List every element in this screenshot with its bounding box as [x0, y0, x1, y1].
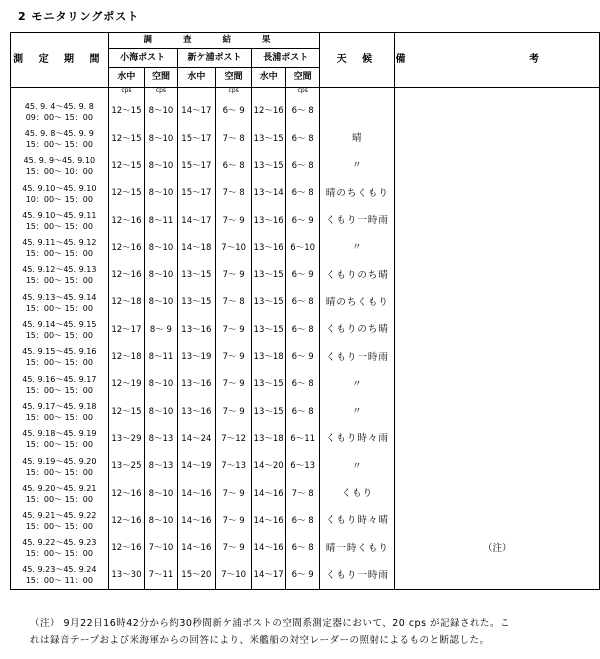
reading-cell: 7～ 8 — [216, 125, 252, 152]
reading-cell: 14～16 — [252, 535, 286, 562]
reading-cell: 12～19 — [108, 371, 145, 398]
reading-cell: 13～30 — [108, 562, 145, 589]
period-cell — [11, 453, 109, 480]
reading-cell: 14～17 — [252, 562, 286, 589]
period-dates: 45. 9.14～45. 9.15 — [22, 320, 97, 330]
period-dates: 45. 9.15～45. 9.16 — [22, 347, 97, 357]
reading-cell: 6～ 8 — [286, 98, 320, 125]
period-cell — [11, 289, 109, 316]
reading-cell: 8～10 — [145, 98, 177, 125]
weather-cell: 晴一時くもり — [320, 535, 395, 562]
reading-cell: 13～16 — [177, 371, 215, 398]
reading-cell: 7～10 — [216, 234, 252, 261]
reading-cell: 6～10 — [286, 234, 320, 261]
period-dates: 45. 9.20～45. 9.21 — [22, 483, 97, 493]
reading-cell: 13～19 — [177, 344, 215, 371]
sub-header-water: 水中 — [252, 68, 286, 88]
period-cell — [11, 344, 109, 371]
period-times: 15：00～ 15：00 — [25, 467, 93, 477]
reading-cell: 7～ 8 — [286, 480, 320, 507]
period-dates: 45. 9.12～45. 9.13 — [22, 265, 97, 275]
table-row — [11, 426, 600, 453]
weather-cell: くもり — [320, 480, 395, 507]
reading-cell: 8～10 — [145, 507, 177, 534]
reading-cell: 7～ 8 — [216, 289, 252, 316]
remarks-cell — [395, 153, 600, 180]
reading-cell: 14～24 — [177, 426, 215, 453]
remarks-cell — [395, 234, 600, 261]
period-cell — [11, 153, 109, 180]
reading-cell: 13～18 — [252, 426, 286, 453]
sub-header-air: 空間 — [145, 68, 177, 88]
reading-cell: 12～15 — [108, 398, 145, 425]
remarks-cell — [395, 180, 600, 207]
table-row — [11, 562, 600, 589]
period-dates: 45. 9.13～45. 9.14 — [22, 292, 97, 302]
period-times: 15：00～ 15：00 — [25, 331, 93, 341]
remarks-cell — [395, 371, 600, 398]
period-times: 15：00～ 15：00 — [25, 494, 93, 504]
table-row — [11, 180, 600, 207]
reading-cell: 6～ 8 — [286, 398, 320, 425]
remarks-cell: （注） — [395, 535, 600, 562]
reading-cell: 7～13 — [216, 453, 252, 480]
reading-cell: 6～ 8 — [286, 153, 320, 180]
col-survey-header: 調 査 結 果 — [108, 33, 320, 49]
reading-cell: 13～15 — [252, 289, 286, 316]
period-times: 09：00～ 15：00 — [25, 112, 93, 122]
reading-cell: 6～ 8 — [286, 535, 320, 562]
reading-cell: 7～ 9 — [216, 207, 252, 234]
reading-cell: 6～ 8 — [286, 289, 320, 316]
unit-label — [177, 88, 215, 99]
reading-cell: 7～ 9 — [216, 371, 252, 398]
weather-cell: 〃 — [320, 453, 395, 480]
reading-cell: 6～ 8 — [286, 507, 320, 534]
reading-cell: 13～16 — [177, 316, 215, 343]
period-dates: 45. 9.17～45. 9.18 — [22, 401, 97, 411]
period-dates: 45. 9. 8～45. 9. 9 — [24, 128, 94, 138]
period-cell — [11, 316, 109, 343]
sub-header-air: 空間 — [286, 68, 320, 88]
unit-label: cps — [145, 88, 177, 99]
reading-cell: 7～ 9 — [216, 262, 252, 289]
table-row — [11, 153, 600, 180]
reading-cell: 6～ 8 — [286, 371, 320, 398]
remarks-cell — [395, 507, 600, 534]
remarks-cell — [395, 316, 600, 343]
period-cell — [11, 234, 109, 261]
reading-cell: 13～18 — [252, 344, 286, 371]
period-dates: 45. 9.23～45. 9.24 — [22, 565, 97, 575]
reading-cell: 14～16 — [177, 480, 215, 507]
period-dates: 45. 9.10～45. 9.10 — [22, 183, 97, 193]
reading-cell: 6～ 9 — [216, 98, 252, 125]
reading-cell: 12～15 — [108, 180, 145, 207]
unit-label — [252, 88, 286, 99]
reading-cell: 7～ 9 — [216, 535, 252, 562]
period-dates: 45. 9.21～45. 9.22 — [22, 511, 97, 521]
weather-cell: くもり一時雨 — [320, 344, 395, 371]
period-dates: 45. 9.22～45. 9.23 — [22, 538, 97, 548]
reading-cell: 8～13 — [145, 426, 177, 453]
period-times: 15：00～ 15：00 — [25, 276, 93, 286]
reading-cell: 6～13 — [286, 453, 320, 480]
reading-cell: 13～25 — [108, 453, 145, 480]
reading-cell: 8～10 — [145, 289, 177, 316]
table-row — [11, 507, 600, 534]
reading-cell: 12～16 — [252, 98, 286, 125]
reading-cell: 12～15 — [108, 125, 145, 152]
monitoring-table — [10, 32, 600, 590]
sub-header-water: 水中 — [108, 68, 145, 88]
reading-cell: 14～16 — [252, 480, 286, 507]
period-cell — [11, 207, 109, 234]
period-times: 15：00～ 11：00 — [25, 576, 93, 586]
period-cell — [11, 180, 109, 207]
remarks-cell — [395, 480, 600, 507]
reading-cell: 15～17 — [177, 180, 215, 207]
reading-cell: 13～15 — [252, 371, 286, 398]
reading-cell: 14～17 — [177, 207, 215, 234]
post-header-shingaura: 新ケ浦ポスト — [177, 49, 252, 68]
weather-cell: くもり時々雨 — [320, 426, 395, 453]
table-row — [11, 398, 600, 425]
period-times: 15：00～ 15：00 — [25, 139, 93, 149]
reading-cell: 13～16 — [177, 398, 215, 425]
period-cell — [11, 507, 109, 534]
period-cell — [11, 371, 109, 398]
reading-cell: 6～ 9 — [286, 207, 320, 234]
table-row — [11, 371, 600, 398]
period-times: 15：00～ 15：00 — [25, 522, 93, 532]
reading-cell: 13～16 — [252, 234, 286, 261]
table-row — [11, 316, 600, 343]
reading-cell: 6～ 9 — [286, 344, 320, 371]
reading-cell: 13～29 — [108, 426, 145, 453]
period-cell — [11, 426, 109, 453]
sub-header-air: 空間 — [216, 68, 252, 88]
period-times: 15：00～ 15：00 — [25, 549, 93, 559]
reading-cell: 8～11 — [145, 207, 177, 234]
period-dates: 45. 9.10～45. 9.11 — [22, 210, 97, 220]
period-times: 10：00～ 15：00 — [25, 194, 93, 204]
remarks-cell — [395, 98, 600, 125]
period-times: 15：00～ 15：00 — [25, 412, 93, 422]
period-dates: 45. 9.19～45. 9.20 — [22, 456, 97, 466]
period-dates: 45. 9.11～45. 9.12 — [22, 238, 97, 248]
reading-cell: 8～10 — [145, 480, 177, 507]
reading-cell: 13～16 — [252, 207, 286, 234]
reading-cell: 7～11 — [145, 562, 177, 589]
reading-cell: 14～16 — [252, 507, 286, 534]
reading-cell: 8～10 — [145, 125, 177, 152]
col-weather-header: 天 候 — [320, 33, 395, 88]
period-cell — [11, 125, 109, 152]
weather-cell: くもり一時雨 — [320, 207, 395, 234]
weather-cell: くもりのち晴 — [320, 316, 395, 343]
reading-cell: 6～11 — [286, 426, 320, 453]
period-times: 15：00～ 10：00 — [25, 167, 93, 177]
reading-cell: 8～10 — [145, 180, 177, 207]
weather-cell: 晴のちくもり — [320, 180, 395, 207]
reading-cell: 14～16 — [177, 535, 215, 562]
col-remarks-header: 備 考 — [395, 33, 600, 88]
period-times: 15：00～ 15：00 — [25, 249, 93, 259]
reading-cell: 7～12 — [216, 426, 252, 453]
weather-cell: 〃 — [320, 371, 395, 398]
reading-cell: 6～ 8 — [286, 180, 320, 207]
reading-cell: 13～15 — [177, 262, 215, 289]
table-row — [11, 289, 600, 316]
reading-cell: 6～ 8 — [286, 316, 320, 343]
reading-cell: 8～10 — [145, 398, 177, 425]
period-dates: 45. 9. 4～45. 9. 8 — [24, 101, 94, 111]
period-cell — [11, 262, 109, 289]
table-row — [11, 262, 600, 289]
footnote-line: （注） 9月22日16時42分から約30秒間新ケ浦ポストの空間系測定器において、20 cps が記録された。こ — [30, 618, 511, 629]
unit-label: cps — [216, 88, 252, 99]
reading-cell: 15～20 — [177, 562, 215, 589]
reading-cell: 15～17 — [177, 153, 215, 180]
reading-cell: 8～10 — [145, 262, 177, 289]
period-times: 15：00～ 15：00 — [25, 221, 93, 231]
reading-cell: 12～15 — [108, 98, 145, 125]
reading-cell: 7～ 9 — [216, 398, 252, 425]
table-row — [11, 453, 600, 480]
reading-cell: 12～16 — [108, 234, 145, 261]
weather-cell: くもり時々晴 — [320, 507, 395, 534]
remarks-cell — [395, 562, 600, 589]
reading-cell: 14～16 — [177, 507, 215, 534]
reading-cell: 6～ 8 — [286, 125, 320, 152]
reading-cell: 12～15 — [108, 153, 145, 180]
table-row — [11, 344, 600, 371]
period-times: 15：00～ 15：00 — [25, 440, 93, 450]
reading-cell: 13～15 — [252, 316, 286, 343]
footnote-line: れは録音テープおよび米海軍からの回答により、米艦船の対空レーダーの照射によるものと断認した。 — [30, 635, 490, 646]
reading-cell: 6～ 9 — [286, 562, 320, 589]
reading-cell: 14～20 — [252, 453, 286, 480]
reading-cell: 8～10 — [145, 234, 177, 261]
reading-cell: 12～16 — [108, 535, 145, 562]
period-times: 15：00～ 15：00 — [25, 303, 93, 313]
reading-cell: 7～10 — [145, 535, 177, 562]
period-cell — [11, 480, 109, 507]
col-period-header: 測 定 期 間 — [11, 33, 109, 88]
reading-cell: 7～ 9 — [216, 316, 252, 343]
reading-cell: 13～15 — [252, 262, 286, 289]
remarks-cell — [395, 426, 600, 453]
reading-cell: 13～15 — [252, 153, 286, 180]
reading-cell: 7～ 8 — [216, 180, 252, 207]
reading-cell: 12～16 — [108, 480, 145, 507]
reading-cell: 7～ 9 — [216, 507, 252, 534]
unit-label: cps — [286, 88, 320, 99]
reading-cell: 12～18 — [108, 344, 145, 371]
post-header-nagaura: 長浦ポスト — [252, 49, 320, 68]
reading-cell: 6～ 8 — [216, 153, 252, 180]
remarks-cell — [395, 453, 600, 480]
reading-cell: 15～17 — [177, 125, 215, 152]
weather-cell: 〃 — [320, 398, 395, 425]
unit-label: cps — [108, 88, 145, 99]
period-cell — [11, 98, 109, 125]
reading-cell: 14～19 — [177, 453, 215, 480]
table-row — [11, 480, 600, 507]
reading-cell: 12～17 — [108, 316, 145, 343]
reading-cell: 12～16 — [108, 507, 145, 534]
period-cell — [11, 562, 109, 589]
reading-cell: 8～13 — [145, 453, 177, 480]
remarks-cell — [395, 289, 600, 316]
reading-cell: 7～ 9 — [216, 344, 252, 371]
weather-cell: 〃 — [320, 234, 395, 261]
reading-cell: 8～10 — [145, 371, 177, 398]
post-header-koumi: 小海ポスト — [108, 49, 177, 68]
table-row — [11, 234, 600, 261]
period-times: 15：00～ 15：00 — [25, 385, 93, 395]
remarks-cell — [395, 262, 600, 289]
period-times: 15：00～ 15：00 — [25, 358, 93, 368]
period-cell — [11, 398, 109, 425]
remarks-cell — [395, 125, 600, 152]
reading-cell: 7～10 — [216, 562, 252, 589]
section-heading: 2 モニタリングポスト — [18, 10, 140, 23]
reading-cell: 13～15 — [252, 398, 286, 425]
weather-cell: くもりのち晴 — [320, 262, 395, 289]
weather-cell: 晴のちくもり — [320, 289, 395, 316]
weather-cell — [320, 98, 395, 125]
table-row — [11, 98, 600, 125]
table-row — [11, 535, 600, 562]
footnote — [30, 615, 590, 649]
reading-cell: 8～10 — [145, 153, 177, 180]
reading-cell: 8～ 9 — [145, 316, 177, 343]
reading-cell: 14～18 — [177, 234, 215, 261]
reading-cell: 12～16 — [108, 262, 145, 289]
weather-cell: 晴 — [320, 125, 395, 152]
period-dates: 45. 9. 9～45. 9.10 — [23, 156, 96, 166]
sub-header-water: 水中 — [177, 68, 215, 88]
period-dates: 45. 9.16～45. 9.17 — [22, 374, 97, 384]
table-row — [11, 207, 600, 234]
reading-cell: 6～ 9 — [286, 262, 320, 289]
period-cell — [11, 535, 109, 562]
table-row — [11, 125, 600, 152]
weather-cell: 〃 — [320, 153, 395, 180]
period-dates: 45. 9.18～45. 9.19 — [22, 429, 97, 439]
reading-cell: 13～14 — [252, 180, 286, 207]
remarks-cell — [395, 398, 600, 425]
reading-cell: 12～16 — [108, 207, 145, 234]
reading-cell: 13～15 — [177, 289, 215, 316]
remarks-cell — [395, 344, 600, 371]
remarks-cell — [395, 207, 600, 234]
weather-cell: くもり一時雨 — [320, 562, 395, 589]
reading-cell: 7～ 9 — [216, 480, 252, 507]
reading-cell: 14～17 — [177, 98, 215, 125]
reading-cell: 13～15 — [252, 125, 286, 152]
reading-cell: 8～11 — [145, 344, 177, 371]
reading-cell: 12～18 — [108, 289, 145, 316]
